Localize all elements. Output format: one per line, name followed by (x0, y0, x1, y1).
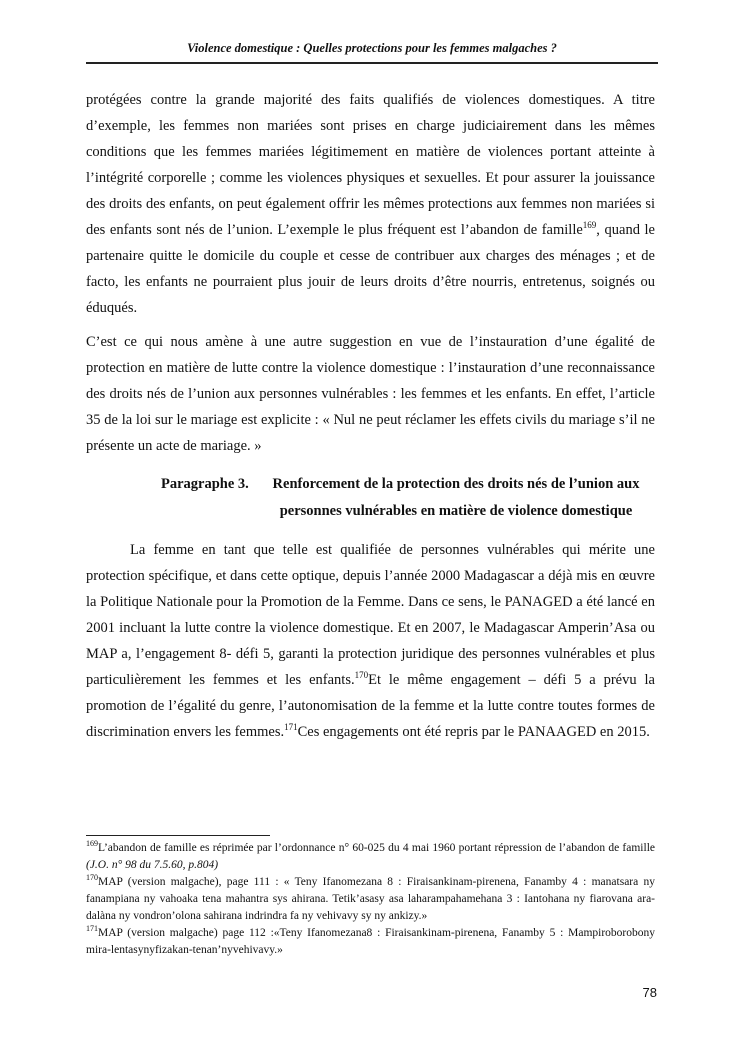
footnote-number: 169 (86, 839, 98, 849)
paragraph-3-text-a: La femme en tant que telle est qualifiée de personnes vulnérables qui mérite une protection spécifique, et dans cette optique, depuis l’année 2000 Madagascar a déjà mis en œuvre la Politique Nationale pour la Promotion de la Femme. Dans ce sens, le PANAGED a été lancé en 2001 incluant la lutte contre la violence domestique. Et en 2007, le Madagascar Amperin’Asa ou MAP a, l’engagement 8- défi 5, garanti la protection juridique des personnes vulnérables et plus particulièrement les femmes et les enfants. (86, 542, 655, 688)
paragraph-1 (86, 87, 655, 321)
header-rule (86, 62, 658, 64)
paragraph-3-text-b: Et le même engagement – défi 5 a prévu la promotion de l’égalité du genre, l’autonomisation de la femme et la lutte contre toutes formes de discrimination envers les femmes. (86, 672, 655, 740)
paragraph-2: C’est ce qui nous amène à une autre suggestion en vue de l’instauration d’une égalité de protection en matière de lutte contre la violence domestique : l’instauration d’une reconnaissance des droits nés de l’union aux personnes vulnérables : les femmes et les enfants. En effet, l’article 35 de la loi sur le mariage est explicite : « Nul ne peut réclamer les effets civils du mariage s’il ne présente un acte de mariage. » (86, 334, 655, 454)
paragraph-3-text-c: Ces engagements ont été repris par le PANAAGED en 2015. (297, 724, 650, 740)
footnote-text: MAP (version malgache), page 111 : « Teny Ifanomezana 8 : Firaisankinam-pirenena, Fanamby 4 : manatsara ny fanampiana ny vahoaka tena mahantra sys ahirana. Tetik’asasy asa laharampahamehana 3 : Iantohana ny fiarovana ara-dalàna ny vondron’olona sahirana indrindra fa ny vehivavy sy ny ankizy.» (86, 876, 655, 922)
footnotes (86, 840, 655, 959)
footnote-text: MAP (version malgache) page 112 :«Teny Ifanomezana8 : Firaisankinam-pirenena, Fanamby 5 : Mampiroborobony mira-lentasynyfizakan-tenan’nyvehivavy.» (86, 927, 655, 956)
footnote-number: 171 (86, 924, 98, 934)
footnote-ref-169[interactable]: 169 (582, 220, 597, 231)
footnote-ref-171[interactable]: 171 (284, 722, 298, 733)
body-text (86, 87, 655, 745)
footnote-171 (86, 925, 655, 959)
running-header: Violence domestique : Quelles protections pour les femmes malgaches ? (187, 41, 557, 55)
section-heading (86, 471, 655, 525)
paragraph-1-text-b: , quand le partenaire quitte le domicile du couple et cesse de contribuer aux charges des ménages ; et de facto, les enfants ne pourraient plus jouir de leurs droits d’être nourris, entretenus, soignés ou éduqués. (86, 222, 655, 316)
section-heading-number: Paragraphe 3. (161, 476, 249, 492)
footnote-text: L’abandon de famille es réprimée par l’ordonnance n° 60-025 du 4 mai 1960 portant répression de l’abandon de famille (98, 842, 655, 854)
footnote-ref-170[interactable]: 170 (354, 670, 369, 681)
footnote-separator (86, 835, 270, 836)
paragraph-3 (86, 537, 655, 745)
section-heading-title: Renforcement de la protection des droits nés de l’union aux personnes vulnérables en matière de violence domestique (272, 476, 640, 519)
page-number: 78 (642, 985, 657, 1000)
footnote-170 (86, 874, 655, 925)
footnote-citation: (J.O. n° 98 du 7.5.60, p.804) (86, 859, 219, 871)
footnote-number: 170 (86, 873, 98, 883)
footnote-169 (86, 840, 655, 874)
paragraph-1-text-a: protégées contre la grande majorité des faits qualifiés de violences domestiques. A titre d’exemple, les femmes non mariées sont prises en charge judiciairement dans les mêmes conditions que les femmes mariées légitimement en matière de violences portant atteinte à l’intégrité corporelle ; comme les violences physiques et sexuelles. Et pour assurer la jouissance des droits des enfants, on peut également offrir les mêmes protections aux femmes non mariées si des enfants sont nés de l’union. L’exemple le plus fréquent est l’abandon de famille (86, 92, 655, 238)
